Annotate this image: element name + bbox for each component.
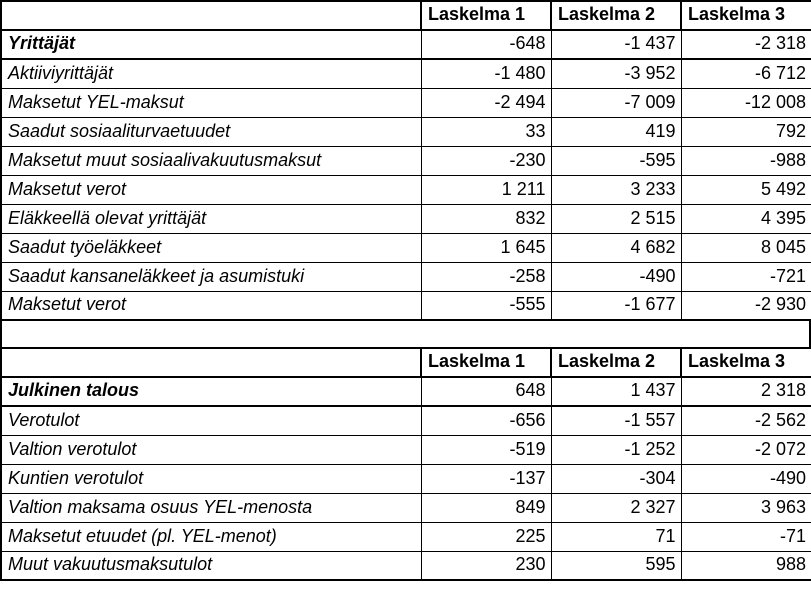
row-label: Verotulot	[1, 406, 421, 435]
value-cell: -648	[421, 30, 551, 59]
value-cell: -490	[551, 262, 681, 291]
column-header-laskelma-3: Laskelma 3	[681, 1, 811, 30]
table-row-maksetut-muut-sosiaalivakuutusmaksut	[1, 146, 811, 175]
value-cell: -1 480	[421, 59, 551, 88]
value-cell: 3 233	[551, 175, 681, 204]
value-cell: 4 395	[681, 204, 811, 233]
value-cell: 419	[551, 117, 681, 146]
value-cell: 2 318	[681, 377, 811, 406]
value-cell: -721	[681, 262, 811, 291]
value-cell: 792	[681, 117, 811, 146]
value-cell: -1 557	[551, 406, 681, 435]
table-spacer	[0, 321, 811, 347]
table-row-muut-vakuutusmaksutulot	[1, 551, 811, 580]
column-header-laskelma-2: Laskelma 2	[551, 1, 681, 30]
table-row-maksetut-etuudet	[1, 522, 811, 551]
row-label: Saadut sosiaaliturvaetuudet	[1, 117, 421, 146]
value-cell: -2 318	[681, 30, 811, 59]
value-cell: -7 009	[551, 88, 681, 117]
value-cell: 4 682	[551, 233, 681, 262]
value-cell: -258	[421, 262, 551, 291]
row-label: Saadut työeläkkeet	[1, 233, 421, 262]
row-label: Valtion maksama osuus YEL-menosta	[1, 493, 421, 522]
value-cell: 71	[551, 522, 681, 551]
value-cell: 988	[681, 551, 811, 580]
value-cell: -1 677	[551, 291, 681, 320]
header-row	[1, 348, 811, 377]
table-row-yrittajat	[1, 30, 811, 59]
row-label: Maksetut verot	[1, 291, 421, 320]
value-cell: -6 712	[681, 59, 811, 88]
value-cell: -555	[421, 291, 551, 320]
row-label: Julkinen talous	[1, 377, 421, 406]
row-label: Kuntien verotulot	[1, 464, 421, 493]
column-header-laskelma-3: Laskelma 3	[681, 348, 811, 377]
value-cell: 2 515	[551, 204, 681, 233]
row-label: Valtion verotulot	[1, 435, 421, 464]
value-cell: -1 252	[551, 435, 681, 464]
table-row-valtion-verotulot	[1, 435, 811, 464]
column-header-laskelma-2: Laskelma 2	[551, 348, 681, 377]
table-row-verotulot	[1, 406, 811, 435]
column-header-laskelma-1: Laskelma 1	[421, 348, 551, 377]
row-label: Maksetut YEL-maksut	[1, 88, 421, 117]
value-cell: 648	[421, 377, 551, 406]
value-cell: 230	[421, 551, 551, 580]
table-row-maksetut-yel-maksut	[1, 88, 811, 117]
value-cell: 1 645	[421, 233, 551, 262]
table-row-julkinen-talous	[1, 377, 811, 406]
value-cell: -304	[551, 464, 681, 493]
value-cell: -2 930	[681, 291, 811, 320]
table-row-aktiiviyrittajat	[1, 59, 811, 88]
value-cell: -2 562	[681, 406, 811, 435]
value-cell: 2 327	[551, 493, 681, 522]
value-cell: -490	[681, 464, 811, 493]
table-row-maksetut-verot-aktiivi	[1, 175, 811, 204]
value-cell: 832	[421, 204, 551, 233]
value-cell: 8 045	[681, 233, 811, 262]
value-cell: -2 072	[681, 435, 811, 464]
value-cell: 3 963	[681, 493, 811, 522]
value-cell: -595	[551, 146, 681, 175]
value-cell: -988	[681, 146, 811, 175]
value-cell: -519	[421, 435, 551, 464]
value-cell: -137	[421, 464, 551, 493]
value-cell: -656	[421, 406, 551, 435]
table-row-elakkeella-olevat-yrittajat	[1, 204, 811, 233]
row-label: Saadut kansaneläkkeet ja asumistuki	[1, 262, 421, 291]
row-label: Muut vakuutusmaksutulot	[1, 551, 421, 580]
row-label: Maksetut muut sosiaalivakuutusmaksut	[1, 146, 421, 175]
value-cell: 33	[421, 117, 551, 146]
value-cell: 849	[421, 493, 551, 522]
row-label: Maksetut verot	[1, 175, 421, 204]
corner-cell	[1, 348, 421, 377]
value-cell: 1 211	[421, 175, 551, 204]
table-row-saadut-tyoelakkeet	[1, 233, 811, 262]
value-cell: -12 008	[681, 88, 811, 117]
table-row-kuntien-verotulot	[1, 464, 811, 493]
row-label: Eläkkeellä olevat yrittäjät	[1, 204, 421, 233]
table-row-valtion-maksama-osuus	[1, 493, 811, 522]
row-label: Yrittäjät	[1, 30, 421, 59]
header-row	[1, 1, 811, 30]
value-cell: -3 952	[551, 59, 681, 88]
row-label: Maksetut etuudet (pl. YEL-menot)	[1, 522, 421, 551]
corner-cell	[1, 1, 421, 30]
table-public-economy	[0, 347, 811, 581]
table-row-saadut-sosiaaliturvaetuudet	[1, 117, 811, 146]
table-row-maksetut-verot-elake	[1, 291, 811, 320]
value-cell: -230	[421, 146, 551, 175]
table-row-saadut-kansanelakkeet	[1, 262, 811, 291]
value-cell: -1 437	[551, 30, 681, 59]
value-cell: 1 437	[551, 377, 681, 406]
value-cell: 5 492	[681, 175, 811, 204]
value-cell: 225	[421, 522, 551, 551]
value-cell: 595	[551, 551, 681, 580]
column-header-laskelma-1: Laskelma 1	[421, 1, 551, 30]
value-cell: -2 494	[421, 88, 551, 117]
row-label: Aktiiviyrittäjät	[1, 59, 421, 88]
value-cell: -71	[681, 522, 811, 551]
